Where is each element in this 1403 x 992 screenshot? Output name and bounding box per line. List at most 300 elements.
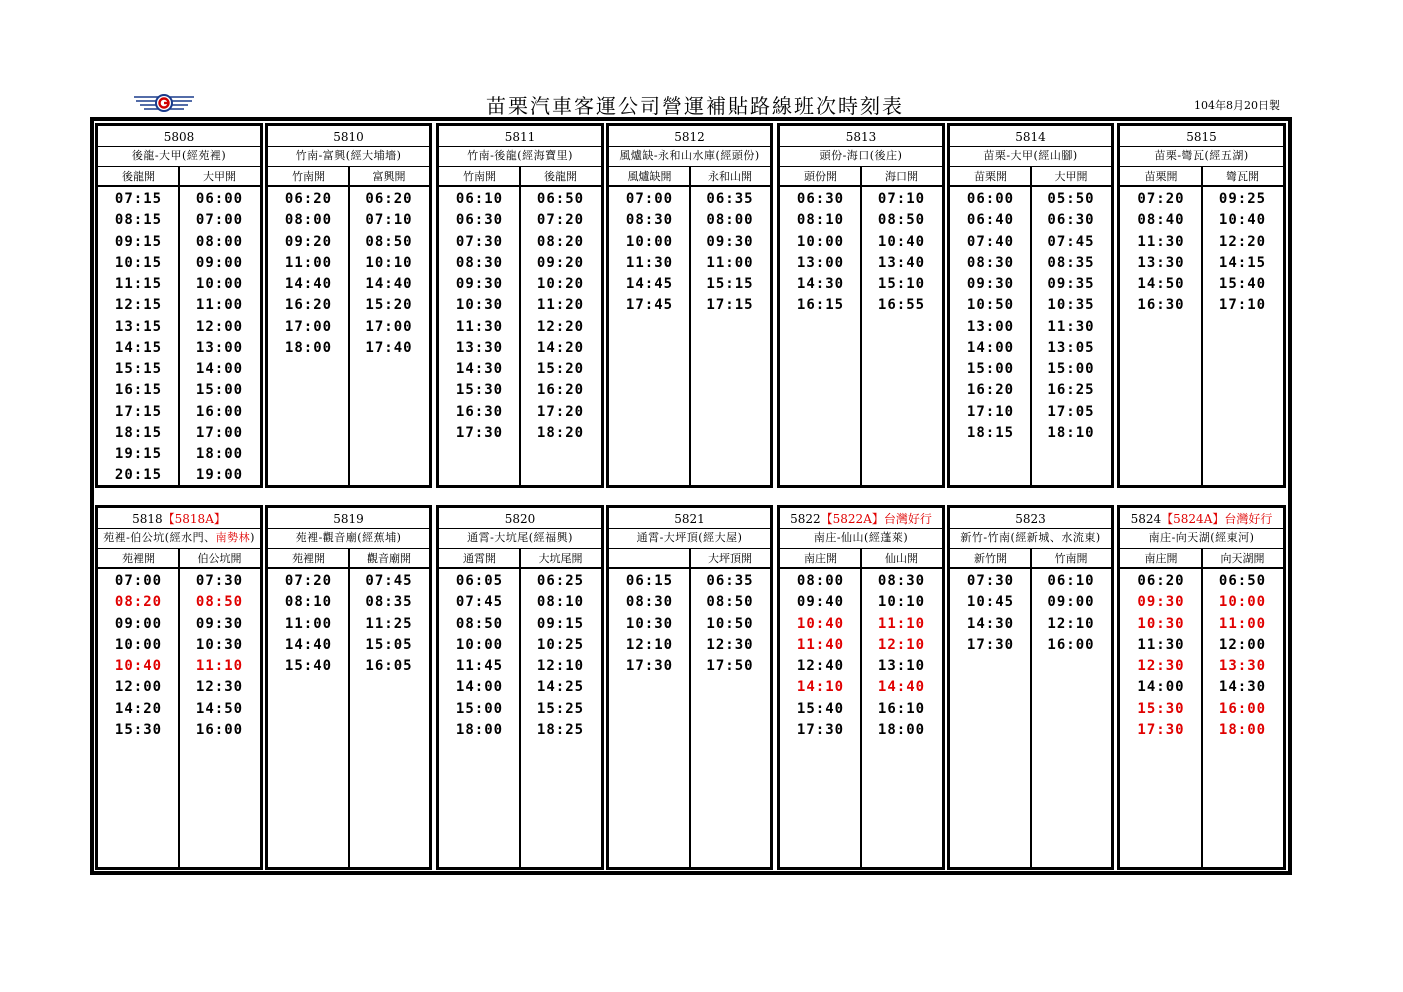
time-cell: 07:10	[877, 191, 926, 207]
time-cell: 08:50	[365, 233, 413, 250]
times-column-b	[520, 189, 601, 444]
route-name-variant: 南勢林	[215, 531, 251, 544]
departure-a-label	[609, 550, 690, 568]
bus-emblem-icon	[134, 95, 194, 111]
times-column-a	[609, 189, 690, 317]
time-cell: 08:00	[706, 212, 754, 229]
time-cell: 14:50	[195, 700, 244, 717]
time-cell: 13:30	[1218, 658, 1267, 674]
time-cell: 16:55	[877, 297, 926, 314]
time-cell: 07:20	[1137, 191, 1185, 207]
time-cell: 18:10	[1047, 424, 1095, 441]
time-cell: 08:40	[1137, 212, 1185, 229]
time-cell: 09:15	[114, 233, 163, 250]
time-cell: 14:00	[966, 339, 1015, 356]
time-cell: 12:30	[195, 679, 244, 696]
time-cell: 07:10	[365, 212, 413, 229]
time-cell: 06:25	[536, 573, 585, 589]
time-cell: 09:35	[1047, 276, 1095, 292]
time-cell: 11:10	[877, 615, 926, 632]
times-column-a	[98, 571, 179, 741]
time-cell: 06:15	[625, 573, 674, 589]
time-cell: 10:25	[536, 636, 585, 653]
time-cell: 09:20	[536, 254, 585, 271]
time-cell: 12:20	[536, 318, 585, 335]
time-cell: 10:30	[195, 636, 244, 653]
times-column-a	[1120, 189, 1202, 317]
time-cell: 08:30	[455, 254, 504, 271]
route-name: 南庄-仙山(經蓬萊)	[813, 531, 909, 544]
time-cell: 17:10	[966, 403, 1015, 420]
company-logo	[132, 92, 196, 116]
time-cell: 10:00	[1218, 594, 1267, 611]
time-cell: 15:00	[455, 700, 504, 717]
time-cell: 15:10	[877, 276, 926, 292]
time-cell: 17:40	[365, 339, 413, 356]
route-name: 通霄-大坑尾(經福興)	[467, 531, 573, 544]
time-cell: 14:40	[877, 679, 926, 696]
route-number: 5822【5822A】台灣好行	[790, 512, 932, 526]
route-number: 5814	[1015, 130, 1046, 144]
time-cell: 08:50	[455, 615, 504, 632]
time-cell: 15:30	[1137, 700, 1185, 717]
time-cell: 17:20	[536, 403, 585, 420]
route-name: 頭份-海口(後庄)	[819, 149, 903, 162]
route-block-5811	[436, 123, 604, 488]
time-cell: 12:20	[1218, 233, 1267, 250]
time-cell: 10:40	[796, 615, 845, 632]
time-cell: 14:00	[1137, 679, 1185, 696]
time-cell: 10:30	[455, 297, 504, 314]
time-cell: 14:20	[536, 339, 585, 356]
time-cell: 15:40	[284, 658, 333, 674]
time-cell: 14:30	[966, 615, 1015, 632]
time-cell: 07:45	[365, 573, 413, 589]
time-cell: 17:45	[625, 297, 674, 314]
time-cell: 12:40	[796, 658, 845, 674]
time-cell: 14:00	[195, 361, 244, 377]
time-cell: 15:00	[966, 361, 1015, 377]
departure-a-label: 風爐缺開	[627, 170, 672, 183]
time-cell: 06:35	[706, 573, 754, 589]
time-cell: 10:40	[877, 233, 926, 250]
time-cell: 08:30	[966, 254, 1015, 271]
time-cell: 07:00	[625, 191, 674, 207]
date-label: 104年8月20日製	[1194, 99, 1280, 112]
time-cell: 14:30	[796, 276, 845, 292]
time-cell: 12:30	[1137, 658, 1185, 674]
departure-a-label: 通霄開	[463, 552, 496, 565]
time-cell: 09:00	[195, 254, 244, 271]
time-cell: 05:50	[1047, 191, 1095, 207]
time-cell: 09:30	[966, 276, 1015, 292]
time-cell: 08:50	[706, 594, 754, 611]
time-cell: 06:50	[1218, 573, 1267, 589]
time-cell: 16:20	[966, 382, 1015, 399]
time-cell: 06:00	[195, 191, 244, 207]
time-cell: 13:40	[877, 254, 926, 271]
time-cell: 11:40	[796, 636, 845, 653]
time-cell: 15:00	[1047, 361, 1095, 377]
times-column-b	[861, 571, 942, 741]
time-cell: 16:00	[195, 403, 244, 420]
departure-b-label: 富興開	[372, 170, 406, 183]
times-column-a	[439, 189, 520, 444]
time-cell: 14:10	[796, 679, 845, 696]
departure-a-label: 竹南開	[292, 170, 325, 183]
time-cell: 12:00	[1218, 636, 1267, 653]
time-cell: 11:10	[195, 658, 244, 674]
time-cell: 08:35	[365, 594, 413, 611]
time-cell: 06:20	[365, 191, 413, 207]
time-cell: 20:15	[114, 467, 163, 484]
times-column-a	[950, 571, 1031, 656]
time-cell: 18:00	[877, 721, 926, 738]
time-cell: 09:00	[1047, 594, 1095, 611]
time-cell: 17:15	[114, 403, 163, 420]
time-cell: 18:15	[114, 424, 163, 441]
route-number: 5808	[163, 130, 195, 144]
time-cell: 09:30	[706, 233, 754, 250]
route-number: 5824【5824A】台灣好行	[1130, 512, 1273, 526]
route-block-5808	[95, 123, 263, 488]
time-cell: 10:40	[114, 658, 163, 674]
time-cell: 10:35	[1047, 297, 1095, 314]
time-cell: 14:15	[114, 339, 163, 356]
time-cell: 18:00	[455, 721, 504, 738]
time-cell: 10:40	[1218, 212, 1267, 229]
time-cell: 07:40	[966, 233, 1015, 250]
departure-b-label: 伯公坑開	[197, 552, 242, 565]
route-name: 竹南-富興(經大埔墻)	[295, 149, 402, 162]
time-cell: 11:00	[284, 254, 333, 271]
time-cell: 12:10	[1047, 615, 1095, 632]
time-cell: 13:10	[877, 658, 926, 674]
time-cell: 07:00	[114, 573, 163, 589]
time-cell: 09:30	[455, 276, 504, 292]
time-cell: 13:00	[195, 339, 244, 356]
time-cell: 15:30	[455, 382, 504, 399]
time-cell: 13:05	[1047, 339, 1095, 356]
time-cell: 17:30	[966, 636, 1015, 653]
time-cell: 19:00	[195, 467, 244, 484]
time-cell: 17:30	[796, 721, 845, 738]
time-cell: 07:20	[536, 212, 585, 229]
departure-a-label: 南庄開	[1144, 552, 1178, 565]
departure-b-label: 永和山開	[708, 170, 752, 183]
time-cell: 07:45	[455, 594, 504, 611]
time-cell: 08:20	[536, 233, 585, 250]
departure-b-label: 竹南開	[1054, 552, 1088, 565]
time-cell: 15:05	[365, 636, 413, 653]
time-cell: 18:15	[966, 424, 1015, 441]
route-number: 5819	[333, 512, 364, 526]
times-column-a	[780, 571, 861, 741]
times-column-a	[780, 189, 861, 317]
time-cell: 13:00	[966, 318, 1015, 335]
time-cell: 10:30	[1137, 615, 1185, 632]
route-block-5810	[265, 123, 432, 488]
time-cell: 12:00	[114, 679, 163, 696]
route-number: 5823	[1015, 512, 1046, 526]
time-cell: 14:45	[625, 276, 674, 292]
time-cell: 06:40	[966, 212, 1015, 229]
departure-a-label: 新竹開	[974, 552, 1007, 565]
times-column-a	[609, 571, 690, 677]
times-column-a	[98, 189, 179, 487]
route-name: 苗栗-大甲(經山腳)	[983, 149, 1078, 162]
departure-b-label: 觀音廟開	[367, 552, 411, 565]
time-cell: 10:45	[966, 594, 1015, 611]
time-cell: 06:50	[536, 191, 585, 207]
time-cell: 06:20	[1137, 573, 1185, 589]
time-cell: 15:30	[114, 721, 163, 738]
time-cell: 09:40	[796, 594, 845, 611]
time-cell: 15:25	[536, 700, 585, 717]
time-cell: 18:00	[195, 446, 244, 462]
time-cell: 17:30	[455, 424, 504, 441]
time-cell: 14:30	[455, 361, 504, 377]
time-cell: 17:00	[365, 318, 413, 335]
time-cell: 17:30	[1137, 721, 1185, 738]
time-cell: 16:25	[1047, 382, 1095, 399]
time-cell: 14:30	[1218, 679, 1267, 696]
time-cell: 18:00	[1218, 721, 1267, 738]
time-cell: 11:25	[365, 615, 413, 632]
time-cell: 13:30	[1137, 254, 1185, 271]
time-cell: 16:00	[1047, 636, 1095, 653]
time-cell: 12:15	[114, 297, 163, 314]
time-cell: 09:15	[536, 615, 585, 632]
time-cell: 16:15	[114, 382, 163, 399]
time-cell: 11:00	[284, 615, 333, 632]
times-column-b	[690, 571, 770, 677]
departure-b-label: 大甲開	[203, 170, 236, 183]
route-block-5824	[1117, 505, 1286, 870]
time-cell: 11:30	[1047, 318, 1095, 335]
time-cell: 14:00	[455, 679, 504, 696]
time-cell: 17:10	[1218, 297, 1267, 314]
times-column-a	[439, 571, 520, 741]
time-cell: 15:15	[114, 361, 163, 377]
times-column-b	[1202, 189, 1283, 317]
time-cell: 15:20	[365, 297, 413, 314]
time-cell: 07:30	[966, 573, 1015, 589]
time-cell: 12:10	[877, 636, 926, 653]
route-block-5821	[606, 505, 773, 870]
time-cell: 11:30	[1137, 636, 1185, 653]
route-block-5814	[947, 123, 1114, 488]
route-block-5818	[95, 505, 263, 870]
time-cell: 06:05	[455, 573, 504, 589]
route-name: 通霄-大坪頂(經大屋)	[636, 531, 743, 544]
time-cell: 06:30	[455, 212, 504, 229]
time-cell: 10:10	[365, 254, 413, 271]
time-cell: 08:00	[796, 573, 845, 589]
time-cell: 14:15	[1218, 254, 1267, 271]
route-name: 苗栗-彎瓦(經五湖)	[1154, 149, 1249, 162]
times-column-b	[861, 189, 942, 317]
time-cell: 16:15	[796, 297, 845, 314]
route-number-variant: 【5824A】台灣好行	[1161, 512, 1273, 526]
times-column-a	[1120, 571, 1202, 741]
time-cell: 09:30	[195, 615, 244, 632]
route-block-5820	[436, 505, 604, 870]
route-number: 5820	[504, 512, 536, 526]
page-title: 苗栗汽車客運公司營運補貼路線班次時刻表	[486, 94, 904, 118]
times-column-b	[179, 571, 260, 741]
time-cell: 10:50	[706, 615, 754, 632]
route-number-variant: 【5822A】台灣好行	[820, 512, 932, 526]
time-cell: 12:00	[195, 318, 244, 335]
times-column-b	[1031, 571, 1111, 656]
time-cell: 17:50	[706, 658, 754, 674]
time-cell: 11:00	[195, 297, 244, 314]
time-cell: 08:15	[114, 212, 163, 229]
time-cell: 16:00	[195, 721, 244, 738]
time-cell: 11:00	[706, 254, 754, 271]
times-column-b	[179, 189, 260, 487]
time-cell: 18:20	[536, 424, 585, 441]
time-cell: 16:20	[536, 382, 585, 399]
time-cell: 09:30	[1137, 594, 1185, 611]
times-column-b	[349, 189, 429, 359]
time-cell: 15:40	[1218, 276, 1267, 292]
time-cell: 08:50	[877, 212, 926, 229]
route-number: 5815	[1186, 130, 1217, 144]
departure-b-label: 向天湖開	[1220, 552, 1265, 565]
times-column-b	[1031, 189, 1111, 444]
time-cell: 08:10	[536, 594, 585, 611]
time-cell: 08:30	[625, 212, 674, 229]
time-cell: 11:00	[1218, 615, 1267, 632]
route-name: 苑裡-觀音廟(經蕉埔)	[295, 531, 402, 544]
route-number: 5811	[504, 130, 536, 144]
time-cell: 16:30	[1137, 297, 1185, 314]
time-cell: 10:00	[625, 233, 674, 250]
time-cell: 07:20	[284, 573, 333, 589]
time-cell: 09:00	[114, 615, 163, 632]
times-column-a	[268, 571, 349, 677]
route-name: 新竹-竹南(經新城、水流東)	[960, 531, 1101, 544]
departure-b-label: 彎瓦開	[1226, 170, 1259, 183]
time-cell: 08:30	[625, 594, 674, 611]
route-block-5812	[606, 123, 773, 488]
time-cell: 17:05	[1047, 403, 1095, 420]
time-cell: 17:30	[625, 658, 674, 674]
time-cell: 15:40	[796, 700, 845, 717]
time-cell: 11:30	[625, 254, 674, 271]
time-cell: 12:10	[625, 636, 674, 653]
time-cell: 10:10	[877, 594, 926, 611]
time-cell: 09:20	[284, 233, 333, 250]
time-cell: 08:10	[796, 212, 845, 229]
time-cell: 06:20	[284, 191, 333, 207]
time-cell: 17:00	[284, 318, 333, 335]
route-number: 5810	[333, 130, 364, 144]
time-cell: 11:30	[455, 318, 504, 335]
route-name: 竹南-後龍(經海寶里)	[467, 149, 573, 162]
time-cell: 16:05	[365, 658, 413, 674]
time-cell: 06:10	[455, 191, 504, 207]
time-cell: 08:50	[195, 594, 244, 611]
route-block-5823	[947, 505, 1114, 870]
route-number: 5812	[674, 130, 705, 144]
time-cell: 13:00	[796, 254, 845, 271]
route-name: 後龍-大甲(經苑裡)	[131, 149, 227, 162]
times-column-a	[268, 189, 349, 359]
time-cell: 15:15	[706, 276, 754, 292]
time-cell: 11:15	[114, 276, 163, 292]
times-column-b	[349, 571, 429, 677]
time-cell: 13:30	[455, 339, 504, 356]
departure-b-label: 大坪頂開	[708, 552, 752, 565]
time-cell: 11:30	[1137, 233, 1185, 250]
time-cell: 13:15	[114, 318, 163, 335]
time-cell: 07:30	[455, 233, 504, 250]
departure-b-label: 後龍開	[544, 170, 577, 183]
time-cell: 18:00	[284, 339, 333, 356]
route-number: 5821	[674, 512, 705, 526]
time-cell: 10:00	[455, 636, 504, 653]
route-block-5819	[265, 505, 432, 870]
time-cell: 16:20	[284, 297, 333, 314]
time-cell: 06:00	[966, 191, 1015, 207]
time-cell: 19:15	[114, 446, 163, 462]
departure-a-label: 南庄開	[804, 552, 837, 565]
route-number: 5818【5818A】	[132, 512, 226, 526]
time-cell: 08:35	[1047, 254, 1095, 271]
time-cell: 10:30	[625, 615, 674, 632]
time-cell: 10:00	[796, 233, 845, 250]
route-name: 風爐缺-永和山水庫(經頭份)	[619, 149, 760, 162]
time-cell: 10:15	[114, 254, 163, 271]
time-cell: 06:30	[1047, 212, 1095, 229]
time-cell: 12:30	[706, 636, 754, 653]
time-cell: 08:00	[284, 212, 333, 229]
departure-a-label: 後龍開	[122, 170, 155, 183]
time-cell: 07:00	[195, 212, 244, 229]
time-cell: 15:00	[195, 382, 244, 399]
route-name: 南庄-向天湖(經東河)	[1148, 531, 1255, 544]
time-cell: 06:35	[706, 191, 754, 207]
time-cell: 07:15	[114, 191, 163, 207]
time-cell: 16:30	[455, 403, 504, 420]
time-cell: 15:20	[536, 361, 585, 377]
route-number: 5813	[845, 130, 877, 144]
time-cell: 10:20	[536, 276, 585, 292]
time-cell: 07:45	[1047, 233, 1095, 250]
time-cell: 08:20	[114, 594, 163, 611]
time-cell: 14:40	[284, 636, 333, 653]
time-cell: 08:30	[877, 573, 926, 589]
route-number-variant: 【5818A】	[162, 512, 226, 526]
time-cell: 11:20	[536, 297, 585, 314]
departure-a-label: 頭份開	[804, 170, 837, 183]
departure-a-label: 苑裡開	[122, 552, 155, 565]
time-cell: 14:20	[114, 700, 163, 717]
route-block-5822	[777, 505, 945, 870]
time-cell: 14:40	[284, 276, 333, 292]
time-cell: 10:50	[966, 297, 1015, 314]
time-cell: 12:10	[536, 658, 585, 674]
departure-a-label: 苑裡開	[292, 552, 325, 565]
time-cell: 08:10	[284, 594, 333, 611]
departure-a-label: 苗栗開	[974, 170, 1007, 183]
time-cell: 06:30	[796, 191, 845, 207]
time-cell: 16:00	[1218, 700, 1267, 717]
time-cell: 09:25	[1218, 191, 1267, 207]
